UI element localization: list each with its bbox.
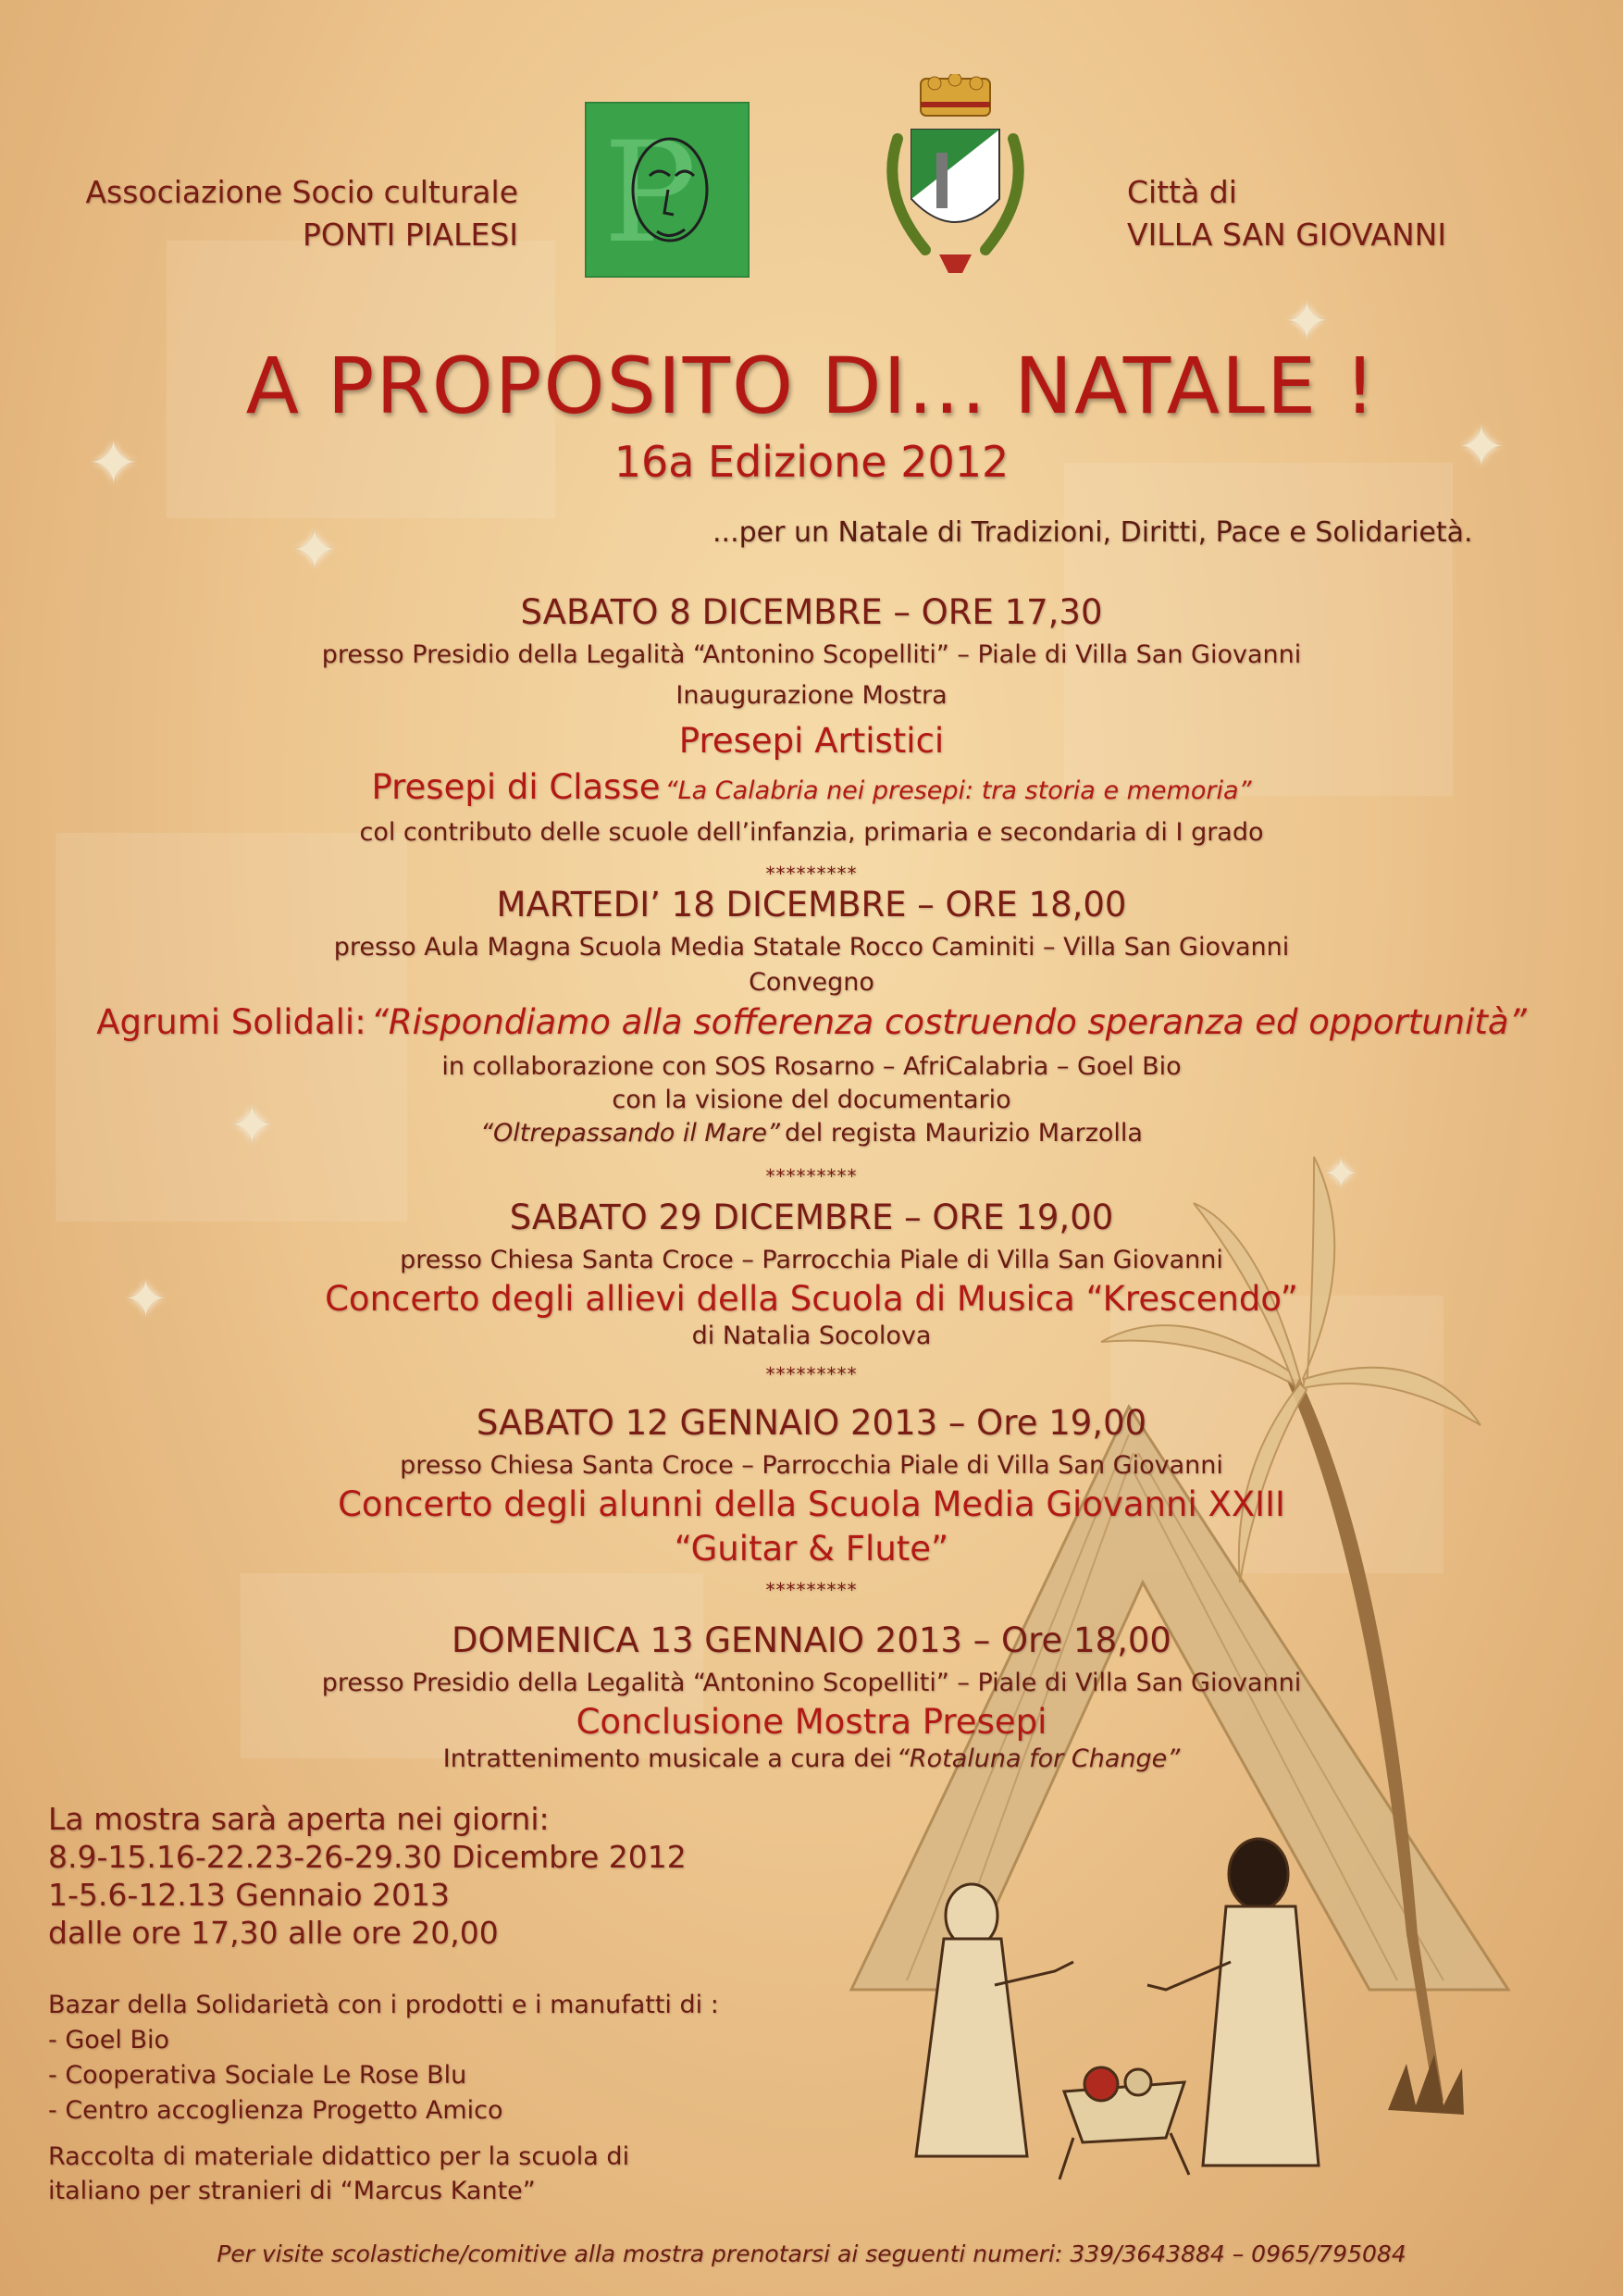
star-icon: ✦: [1457, 413, 1505, 480]
event-note-row: [0, 1744, 1623, 1777]
event-kind: Inaugurazione Mostra: [675, 681, 948, 710]
event-title: Concerto degli alunni della Scuola Media Giovanni XXIII: [338, 1484, 1285, 1524]
event-title: Agrumi Solidali:: [96, 1002, 366, 1042]
star-icon: ✦: [229, 1094, 275, 1157]
svg-text:P: P: [603, 113, 697, 274]
manger: [1059, 2067, 1189, 2179]
bazar-intro: Bazar della Solidarietà con i prodotti e i manufatti di :: [48, 1991, 719, 2019]
star-icon: ✦: [88, 428, 140, 499]
exhibition-hours: [48, 1800, 687, 1952]
event-subtitle: Presepi di Classe: [371, 767, 661, 807]
event-place: presso Chiesa Santa Croce – Parrocchia Piale di Villa San Giovanni: [400, 1246, 1223, 1274]
event-place: presso Chiesa Santa Croce – Parrocchia Piale di Villa San Giovanni: [400, 1451, 1223, 1480]
event-title: Conclusione Mostra Presepi: [576, 1702, 1047, 1742]
poster-title: A PROPOSITO DI... NATALE !: [245, 341, 1378, 431]
exhibition-time: dalle ore 17,30 alle ore 20,00: [48, 1915, 499, 1951]
event-date: DOMENICA 13 GENNAIO 2013 – Ore 18,00: [452, 1620, 1171, 1660]
event-by: di Natalia Socolova: [691, 1322, 932, 1350]
booking-footer: Per visite scolastiche/comitive alla mostra prenotarsi ai seguenti numeri: 339/3643884 – 0965/795084: [217, 2240, 1406, 2267]
event-1: [0, 587, 1623, 900]
star-icon: ✦: [124, 1270, 167, 1330]
ground-tuft: [1388, 2054, 1464, 2115]
event-3: [0, 1192, 1623, 1397]
material-collection: [48, 2140, 629, 2208]
event-documentary-row: [0, 1117, 1623, 1153]
event-note-quote: “Rotaluna for Change”: [896, 1744, 1181, 1773]
city-block: [1127, 171, 1571, 256]
separator: *********: [765, 863, 858, 885]
event-date: SABATO 8 DICEMBRE – ORE 17,30: [520, 592, 1103, 632]
event-5: [0, 1615, 1623, 1777]
solidarity-bazar: [48, 1988, 719, 2128]
city-label: Città di: [1127, 174, 1237, 210]
event-vision: con la visione del documentario: [612, 1086, 1011, 1114]
event-kind: Convegno: [749, 968, 874, 997]
event-date: SABATO 29 DICEMBRE – ORE 19,00: [509, 1198, 1114, 1237]
event-4: [0, 1397, 1623, 1608]
event-place: presso Aula Magna Scuola Media Statale Rocco Caminiti – Villa San Giovanni: [333, 933, 1290, 962]
list-item: - Cooperativa Sociale Le Rose Blu: [48, 2061, 467, 2090]
association-block: [74, 171, 518, 256]
exhibition-intro: La mostra sarà aperta nei giorni:: [48, 1801, 550, 1837]
separator: *********: [765, 1579, 858, 1601]
star-icon: ✦: [1323, 1148, 1359, 1198]
event-note: col contributo delle scuole dell’infanzia, primaria e secondaria di I grado: [359, 818, 1264, 847]
event-subtitle-row: [0, 763, 1623, 819]
city-coat-of-arms: [870, 74, 1041, 287]
event-title-quote: “Rispondiamo alla sofferenza costruendo speranza ed opportunità”: [370, 1002, 1527, 1042]
ponti-pialesi-logo: [585, 102, 750, 278]
list-item: - Goel Bio: [48, 2026, 170, 2054]
collection-line: Raccolta di materiale didattico per la scuola di: [48, 2142, 630, 2171]
documentary-title: “Oltrepassando il Mare”: [480, 1119, 780, 1148]
event-title: Presepi Artistici: [678, 721, 945, 761]
collection-line: italiano per stranieri di “Marcus Kante”: [48, 2177, 536, 2205]
event-subtitle-quote: “La Calabria nei presepi: tra storia e memoria”: [664, 776, 1252, 805]
tagline: ...per un Natale di Tradizioni, Diritti, Pace e Solidarietà.: [712, 516, 1473, 549]
event-subtitle: “Guitar & Flute”: [674, 1529, 949, 1569]
association-name: PONTI PIALESI: [302, 217, 518, 253]
edition-subtitle: 16a Edizione 2012: [613, 437, 1010, 487]
event-date: MARTEDI’ 18 DICEMBRE – ORE 18,00: [496, 885, 1127, 925]
separator: *********: [765, 1165, 858, 1187]
separator: *********: [765, 1363, 858, 1385]
city-name: VILLA SAN GIOVANNI: [1127, 217, 1447, 253]
event-place: presso Presidio della Legalità “Antonino Scopelliti” – Piale di Villa San Giovanni: [321, 1669, 1302, 1697]
event-title-row: [0, 1001, 1623, 1050]
event-note: Intrattenimento musicale a cura dei: [442, 1744, 892, 1773]
event-place: presso Presidio della Legalità “Antonino Scopelliti” – Piale di Villa San Giovanni: [321, 640, 1302, 669]
event-date: SABATO 12 GENNAIO 2013 – Ore 19,00: [476, 1403, 1147, 1443]
star-icon: ✦: [291, 518, 339, 583]
association-label: Associazione Socio culturale: [85, 174, 518, 210]
event-2: [0, 879, 1623, 1199]
exhibition-dates-january: 1-5.6-12.13 Gennaio 2013: [48, 1877, 451, 1913]
exhibition-dates-december: 8.9-15.16-22.23-26-29.30 Dicembre 2012: [48, 1839, 687, 1875]
event-collaboration: in collaborazione con SOS Rosarno – AfriCalabria – Goel Bio: [441, 1052, 1182, 1081]
star-icon: ✦: [1284, 290, 1330, 353]
event-title: Concerto degli allievi della Scuola di Musica “Krescendo”: [325, 1279, 1298, 1319]
list-item: - Centro accoglienza Progetto Amico: [48, 2096, 503, 2125]
documentary-author: del regista Maurizio Marzolla: [785, 1119, 1143, 1148]
